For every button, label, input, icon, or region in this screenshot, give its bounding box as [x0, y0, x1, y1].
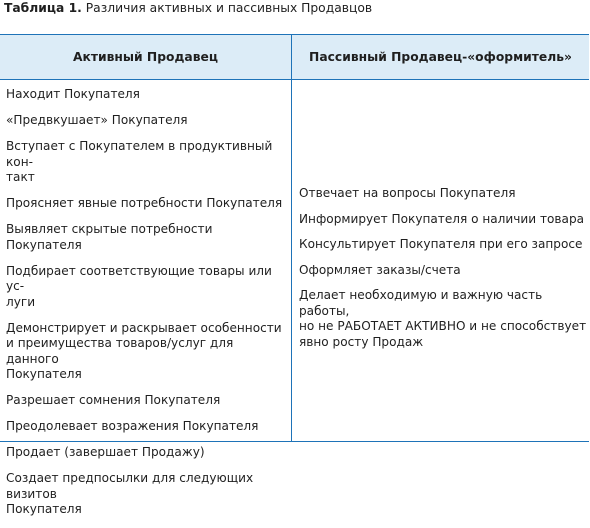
active-seller-column [6, 87, 288, 528]
comparison-table [0, 34, 589, 516]
list-item: Выявляет скрытые потребности Покупателя [6, 222, 213, 252]
list-item: Вступает с Покупателем в продуктивный кон- такт [6, 139, 273, 184]
list-item: Информирует Покупателя о наличии товара [299, 211, 585, 226]
table-caption [4, 0, 372, 16]
list-item: Создает предпосылки для следующих визитов Покупателя [6, 471, 254, 516]
list-item: Консультирует Покупателя при его запросе [299, 237, 583, 251]
list-item: Находит Покупателя [6, 87, 140, 101]
list-item: Проясняет явные потребности Покупателя [6, 196, 283, 210]
list-item: «Предвкушает» Покупателя [6, 113, 188, 127]
list-item: Отвечает на вопросы Покупателя [299, 186, 516, 200]
header-passive-seller: Пассивный Продавец-«оформитель» [309, 50, 572, 64]
list-item: Преодолевает возражения Покупателя [6, 419, 259, 433]
column-divider [291, 35, 292, 441]
list-item: Продает (завершает Продажу) [6, 445, 205, 459]
list-item: Демонстрирует и раскрывает особенности и преимущества товаров/услуг для данного Покупателя [6, 320, 282, 381]
passive-seller-column [299, 186, 587, 360]
list-item: Оформляет заказы/счета [299, 262, 461, 277]
caption-label: Таблица 1. [4, 1, 82, 15]
caption-text: Различия активных и пассивных Продавцов [85, 1, 373, 15]
table-header [0, 35, 589, 80]
list-item: Подбирает соответствующие товары или ус- луги [6, 263, 272, 309]
list-item: Делает необходимую и важную часть работы, но не РАБОТАЕТ АКТИВНО и не способствует явно росту Продаж [299, 288, 587, 349]
header-active-seller: Активный Продавец [73, 50, 218, 64]
list-item: Разрешает сомнения Покупателя [6, 393, 221, 407]
